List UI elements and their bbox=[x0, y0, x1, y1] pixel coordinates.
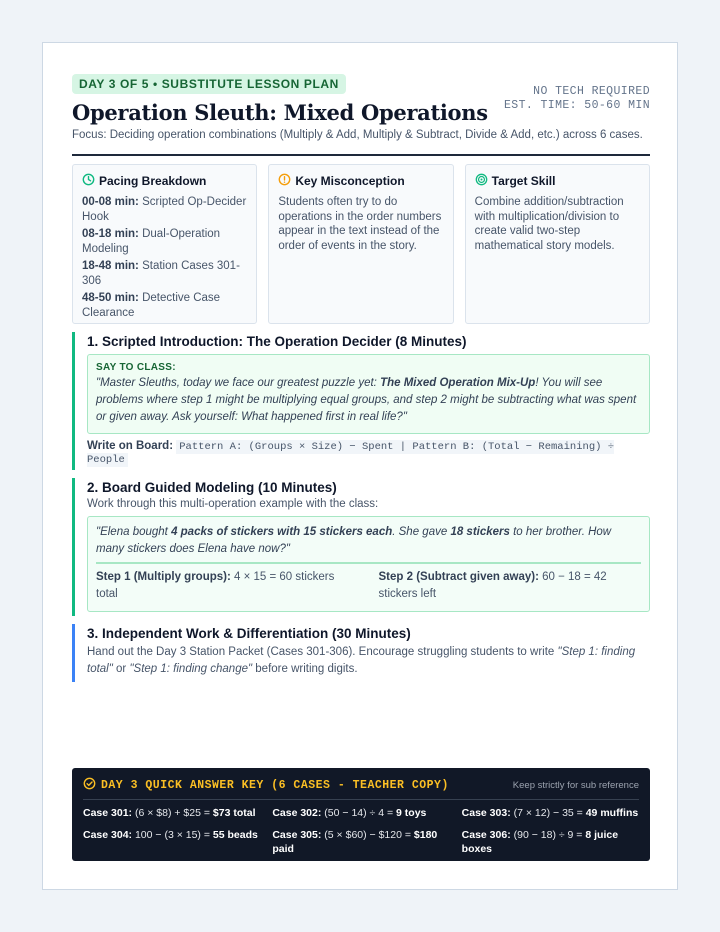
skill-card-title: Target Skill bbox=[491, 174, 556, 188]
answer-key-grid bbox=[83, 806, 639, 856]
misconception-card bbox=[268, 164, 453, 324]
lesson-plan-page bbox=[42, 42, 678, 890]
answer-case: Case 303: (7 × 12) − 35 = 49 muffins bbox=[461, 807, 639, 819]
example-box bbox=[87, 516, 650, 612]
meta-time: EST. TIME: 50-60 MIN bbox=[503, 99, 650, 112]
focus-text: Focus: Deciding operation combinations (Multiply & Add, Multiply & Subtract, Divide & Add, etc.) across 6 cases. bbox=[72, 129, 643, 141]
answer-case: Case 304: 100 − (3 × 15) = 55 beads bbox=[83, 829, 258, 841]
answer-key-title: DAY 3 QUICK ANSWER KEY (6 CASES - TEACHER COPY) bbox=[101, 779, 449, 792]
pacing-item: 48-50 min: Detective Case Clearance bbox=[82, 292, 221, 319]
board-code: Pattern A: (Groups × Size) − Spent | Pattern B: (Total − Remaining) ÷ People bbox=[87, 441, 615, 466]
header-divider bbox=[72, 154, 650, 156]
answer-case: Case 305: (5 × $60) − $120 = $180 paid bbox=[272, 829, 438, 855]
section-1-title: 1. Scripted Introduction: The Operation Decider (8 Minutes) bbox=[87, 334, 467, 349]
page-content bbox=[72, 74, 650, 682]
header bbox=[72, 74, 650, 154]
meta-tech: NO TECH REQUIRED bbox=[533, 85, 650, 98]
answer-case: Case 302: (50 − 14) ÷ 4 = 9 toys bbox=[272, 807, 427, 819]
page-title: Operation Sleuth: Mixed Operations bbox=[72, 100, 488, 125]
misconception-card-header bbox=[278, 173, 443, 189]
example-steps bbox=[96, 569, 641, 603]
answer-key-note: Keep strictly for sub reference bbox=[512, 780, 639, 791]
section-3-title: 3. Independent Work & Differentiation (30 Minutes) bbox=[87, 626, 411, 641]
misconception-card-title: Key Misconception bbox=[295, 174, 405, 188]
say-to-class-box bbox=[87, 354, 650, 434]
pacing-item: 08-18 min: Dual-Operation Modeling bbox=[82, 228, 221, 255]
answer-case: Case 301: (6 × $8) + $25 = $73 total bbox=[83, 807, 256, 819]
header-meta bbox=[504, 85, 650, 113]
pacing-list bbox=[82, 195, 247, 320]
target-icon bbox=[475, 173, 488, 189]
pacing-item: 00-08 min: Scripted Op-Decider Hook bbox=[82, 196, 247, 223]
skill-card bbox=[465, 164, 650, 324]
section-introduction bbox=[72, 332, 650, 470]
board-label: Write on Board: bbox=[87, 440, 174, 452]
day-badge: DAY 3 OF 5 • SUBSTITUTE LESSON PLAN bbox=[72, 74, 346, 94]
step-1: Step 1 (Multiply groups): 4 × 15 = 60 stickers total bbox=[96, 571, 335, 600]
overview-cards bbox=[72, 164, 650, 324]
pacing-item: 18-48 min: Station Cases 301-306 bbox=[82, 260, 240, 287]
section-2-title: 2. Board Guided Modeling (10 Minutes) bbox=[87, 480, 337, 495]
section-3-text: Hand out the Day 3 Station Packet (Cases 301-306). Encourage struggling students to write "Step 1: finding total" or "Step 1: finding change" before writing digits. bbox=[87, 646, 636, 675]
section-modeling bbox=[72, 478, 650, 616]
section-independent bbox=[72, 624, 650, 682]
answer-key-title-row bbox=[83, 777, 449, 794]
say-text: "Master Sleuths, today we face our greatest puzzle yet: The Mixed Operation Mix-Up! You will see problems where step 1 might be multiplying equal groups, and step 2 might be subtracting what was spent or given away. Ask yourself: What happened first in real life?" bbox=[96, 377, 637, 423]
example-question: "Elena bought 4 packs of stickers with 15 stickers each. She gave 18 stickers to her brother. How many stickers does Elena have now?" bbox=[96, 524, 641, 564]
misconception-text: Students often try to do operations in the order numbers appear in the text instead of the order of events in the story. bbox=[278, 196, 442, 252]
answer-key-header bbox=[83, 777, 639, 800]
answer-key-panel bbox=[72, 768, 650, 861]
pacing-card-header bbox=[82, 173, 247, 189]
pacing-card-title: Pacing Breakdown bbox=[99, 174, 207, 188]
check-circle-icon bbox=[83, 777, 96, 794]
section-2-intro: Work through this multi-operation example with the class: bbox=[87, 498, 379, 510]
answer-case: Case 306: (90 − 18) ÷ 9 = 8 juice boxes bbox=[461, 829, 619, 855]
pacing-card bbox=[72, 164, 257, 324]
skill-text: Combine addition/subtraction with multiplication/division to create valid two-step mathematical story models. bbox=[474, 196, 624, 252]
step-2: Step 2 (Subtract given away): 60 − 18 = 42 stickers left bbox=[378, 571, 607, 600]
say-label: SAY TO CLASS: bbox=[96, 362, 176, 373]
write-on-board bbox=[87, 440, 650, 470]
alert-icon bbox=[278, 173, 291, 189]
skill-card-header bbox=[475, 173, 640, 189]
clock-icon bbox=[82, 173, 95, 189]
